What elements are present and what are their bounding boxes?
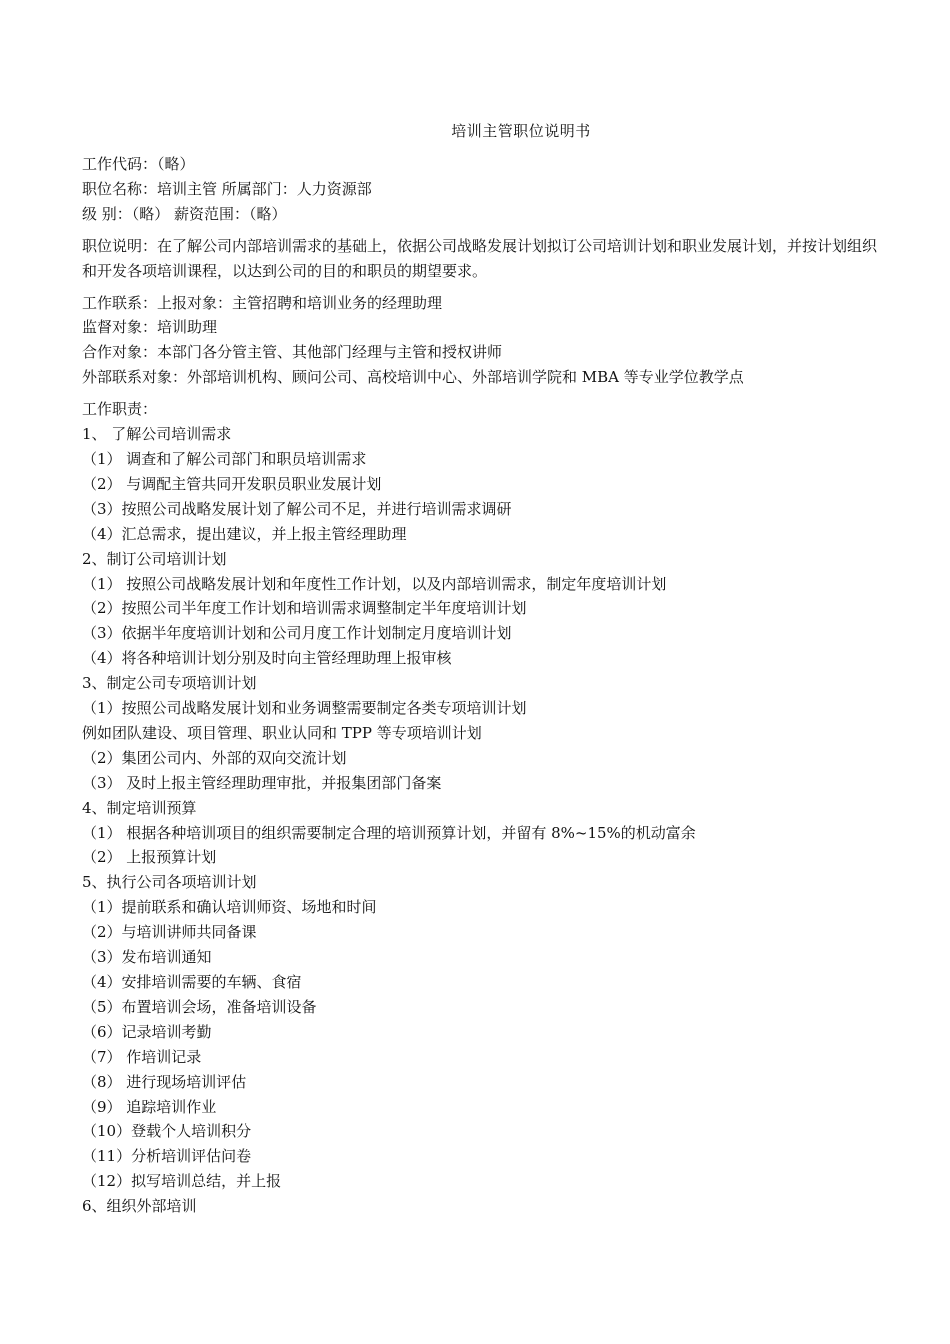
duty-line: （2）集团公司内、外部的双向交流计划: [82, 748, 347, 767]
duty-line: （4）汇总需求，提出建议，并上报主管经理助理: [82, 524, 407, 543]
duty-line: （2）与培训讲师共同备课: [82, 923, 257, 942]
contact-line: 合作对象：本部门各分管主管、其他部门经理与主管和授权讲师: [82, 343, 503, 362]
duty-line: （1）提前联系和确认培训师资、场地和时间: [82, 898, 377, 917]
document-body: [82, 152, 882, 1219]
duty-line: 例如团队建设、项目管理、职业认同和 TPP 等专项培训计划: [82, 723, 482, 742]
duty-line: （2）按照公司半年度工作计划和培训需求调整制定半年度培训计划: [82, 599, 527, 618]
contact-line: 工作联系：上报对象：主管招聘和培训业务的经理助理: [82, 293, 443, 312]
document-title: 培训主管职位说明书: [451, 122, 591, 140]
duty-line: 5、执行公司各项培训计划: [82, 873, 257, 892]
duty-line: （1） 按照公司战略发展计划和年度性工作计划，以及内部培训需求，制定年度培训计划: [82, 574, 667, 593]
job-name-line: 职位名称：培训主管 所属部门：人力资源部: [82, 179, 372, 198]
duty-line: （2） 上报预算计划: [82, 848, 217, 867]
duty-line: （11）分析培训评估问卷: [82, 1147, 252, 1166]
grade-salary-line: 级 别：（略） 薪资范围：（略）: [82, 204, 287, 223]
duty-line: 4、制定培训预算: [82, 798, 197, 817]
duty-line: 1、 了解公司培训需求: [82, 425, 232, 444]
duty-line: （9） 追踪培训作业: [82, 1097, 217, 1116]
duty-line: （8） 进行现场培训评估: [82, 1072, 247, 1091]
duty-line: （3） 及时上报主管经理助理审批，并报集团部门备案: [82, 773, 442, 792]
duty-line: （1）按照公司战略发展计划和业务调整需要制定各类专项培训计划: [82, 699, 527, 718]
duty-line: （3）依据半年度培训计划和公司月度工作计划制定月度培训计划: [82, 624, 512, 643]
duty-line: （4）将各种培训计划分别及时向主管经理助理上报审核: [82, 649, 452, 668]
duty-line: （1） 根据各种培训项目的组织需要制定合理的培训预算计划，并留有 8%~15%的机动富余: [82, 823, 696, 842]
duty-line: （1） 调查和了解公司部门和职员培训需求: [82, 449, 367, 468]
job-description: 职位说明：在了解公司内部培训需求的基础上，依据公司战略发展计划拟订公司培训计划和职业发展计划，并按计划组织和开发各项培训课程，以达到公司的目的和职员的期望要求。: [82, 236, 878, 280]
contact-line: 外部联系对象：外部培训机构、顾问公司、高校培训中心、外部培训学院和 MBA 等专业学位教学点: [82, 368, 744, 387]
contact-line: 监督对象：培训助理: [82, 318, 218, 337]
duty-line: （12）拟写培训总结，并上报: [82, 1172, 282, 1191]
duty-line: （5）布置培训会场，准备培训设备: [82, 997, 317, 1016]
duty-line: （2） 与调配主管共同开发职员职业发展计划: [82, 474, 382, 493]
duty-line: （6）记录培训考勤: [82, 1022, 212, 1041]
duty-list: [82, 422, 882, 1219]
duty-line: 3、制定公司专项培训计划: [82, 674, 257, 693]
duty-line: （3）发布培训通知: [82, 948, 212, 967]
duty-line: （7） 作培训记录: [82, 1047, 202, 1066]
duty-line: 2、制订公司培训计划: [82, 549, 227, 568]
duty-line: （3）按照公司战略发展计划了解公司不足，并进行培训需求调研: [82, 499, 512, 518]
duty-line: （10）登载个人培训积分: [82, 1122, 252, 1141]
job-code-line: 工作代码：（略）: [82, 155, 195, 173]
duty-line: 6、组织外部培训: [82, 1197, 197, 1216]
duties-heading: 工作职责：: [82, 400, 158, 419]
duty-line: （4）安排培训需要的车辆、食宿: [82, 973, 302, 991]
